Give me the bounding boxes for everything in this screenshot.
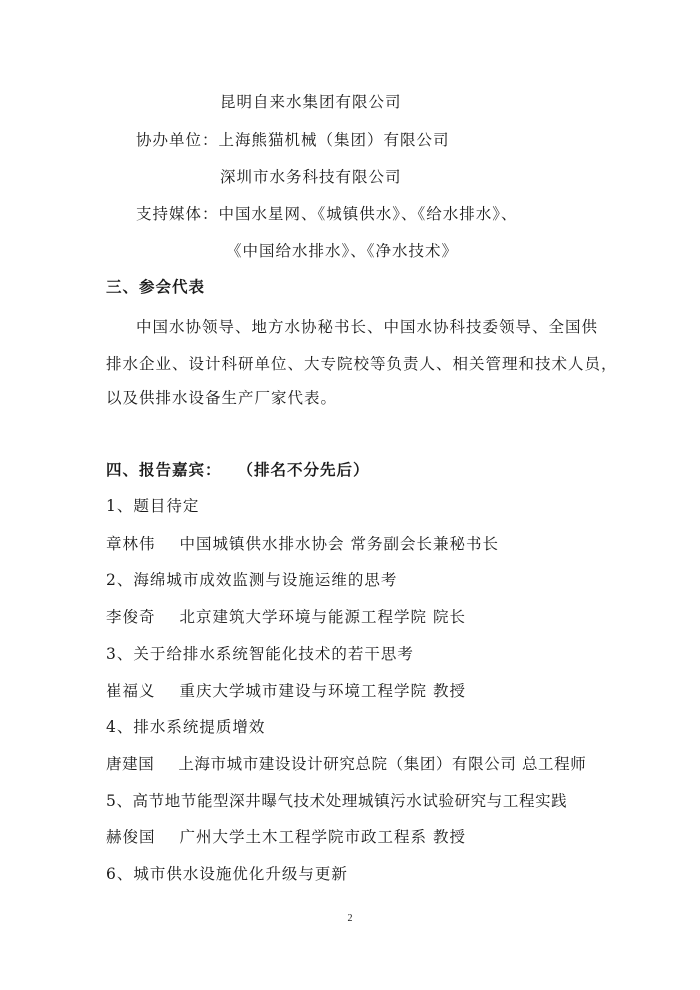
speaker-name: 赫俊国 (106, 828, 156, 846)
report-topic: 4、排水系统提质增效 (106, 718, 266, 736)
report-topic: 2、海绵城市成效监测与设施运维的思考 (106, 571, 398, 589)
section-3-para-line-3: 以及供排水设备生产厂家代表。 (106, 389, 338, 407)
section-3-para-line-2: 排水企业、设计科研单位、大专院校等负责人、相关管理和技术人员， (106, 355, 618, 373)
media-list-1: 中国水星网、《城镇供水》、《给水排水》、 (218, 205, 518, 223)
section-4-heading: 四、报告嘉宾： (106, 461, 222, 479)
media-row (136, 204, 518, 224)
speaker-row (106, 607, 466, 627)
report-topic: 6、城市供水设施优化升级与更新 (106, 865, 348, 883)
section-4-heading-note: （排名不分先后） (237, 461, 370, 479)
co-organizer-2: 深圳市水务科技有限公司 (220, 168, 402, 186)
organizer-continuation: 昆明自来水集团有限公司 (220, 93, 402, 111)
report-topic: 1、题目待定 (106, 497, 200, 515)
speaker-affiliation: 重庆大学城市建设与环境工程学院 教授 (179, 682, 466, 700)
speaker-name: 李俊奇 (106, 608, 156, 626)
speaker-affiliation: 中国城镇供水排水协会 常务副会长兼秘书长 (179, 535, 499, 553)
speaker-row (106, 754, 586, 774)
speaker-affiliation: 北京建筑大学环境与能源工程学院 院长 (179, 608, 466, 626)
page-number: 2 (347, 913, 353, 924)
co-organizer-row (136, 130, 450, 150)
co-organizer-1: 上海熊猫机械（集团）有限公司 (218, 131, 450, 149)
speaker-name: 唐建国 (106, 755, 155, 773)
co-organizer-label: 协办单位： (136, 131, 219, 149)
media-label: 支持媒体： (136, 205, 219, 223)
section-3-para-line-1: 中国水协领导、地方水协秘书长、中国水协科技委领导、全国供 (136, 318, 599, 336)
report-topic: 5、高节地节能型深井曝气技术处理城镇污水试验研究与工程实践 (106, 792, 568, 810)
speaker-name: 崔福义 (106, 682, 156, 700)
speaker-row (106, 681, 466, 701)
report-topic: 3、关于给排水系统智能化技术的若干思考 (106, 645, 414, 663)
speaker-row (106, 827, 466, 847)
section-4-heading-row (106, 460, 370, 480)
speaker-affiliation: 上海市城市建设设计研究总院（集团）有限公司 总工程师 (178, 755, 587, 773)
speaker-name: 章林伟 (106, 535, 156, 553)
speaker-row (106, 534, 499, 554)
media-list-2: 《中国给水排水》、《净水技术》 (226, 242, 459, 260)
section-3-heading: 三、参会代表 (106, 278, 206, 296)
speaker-affiliation: 广州大学土木工程学院市政工程系 教授 (179, 828, 466, 846)
